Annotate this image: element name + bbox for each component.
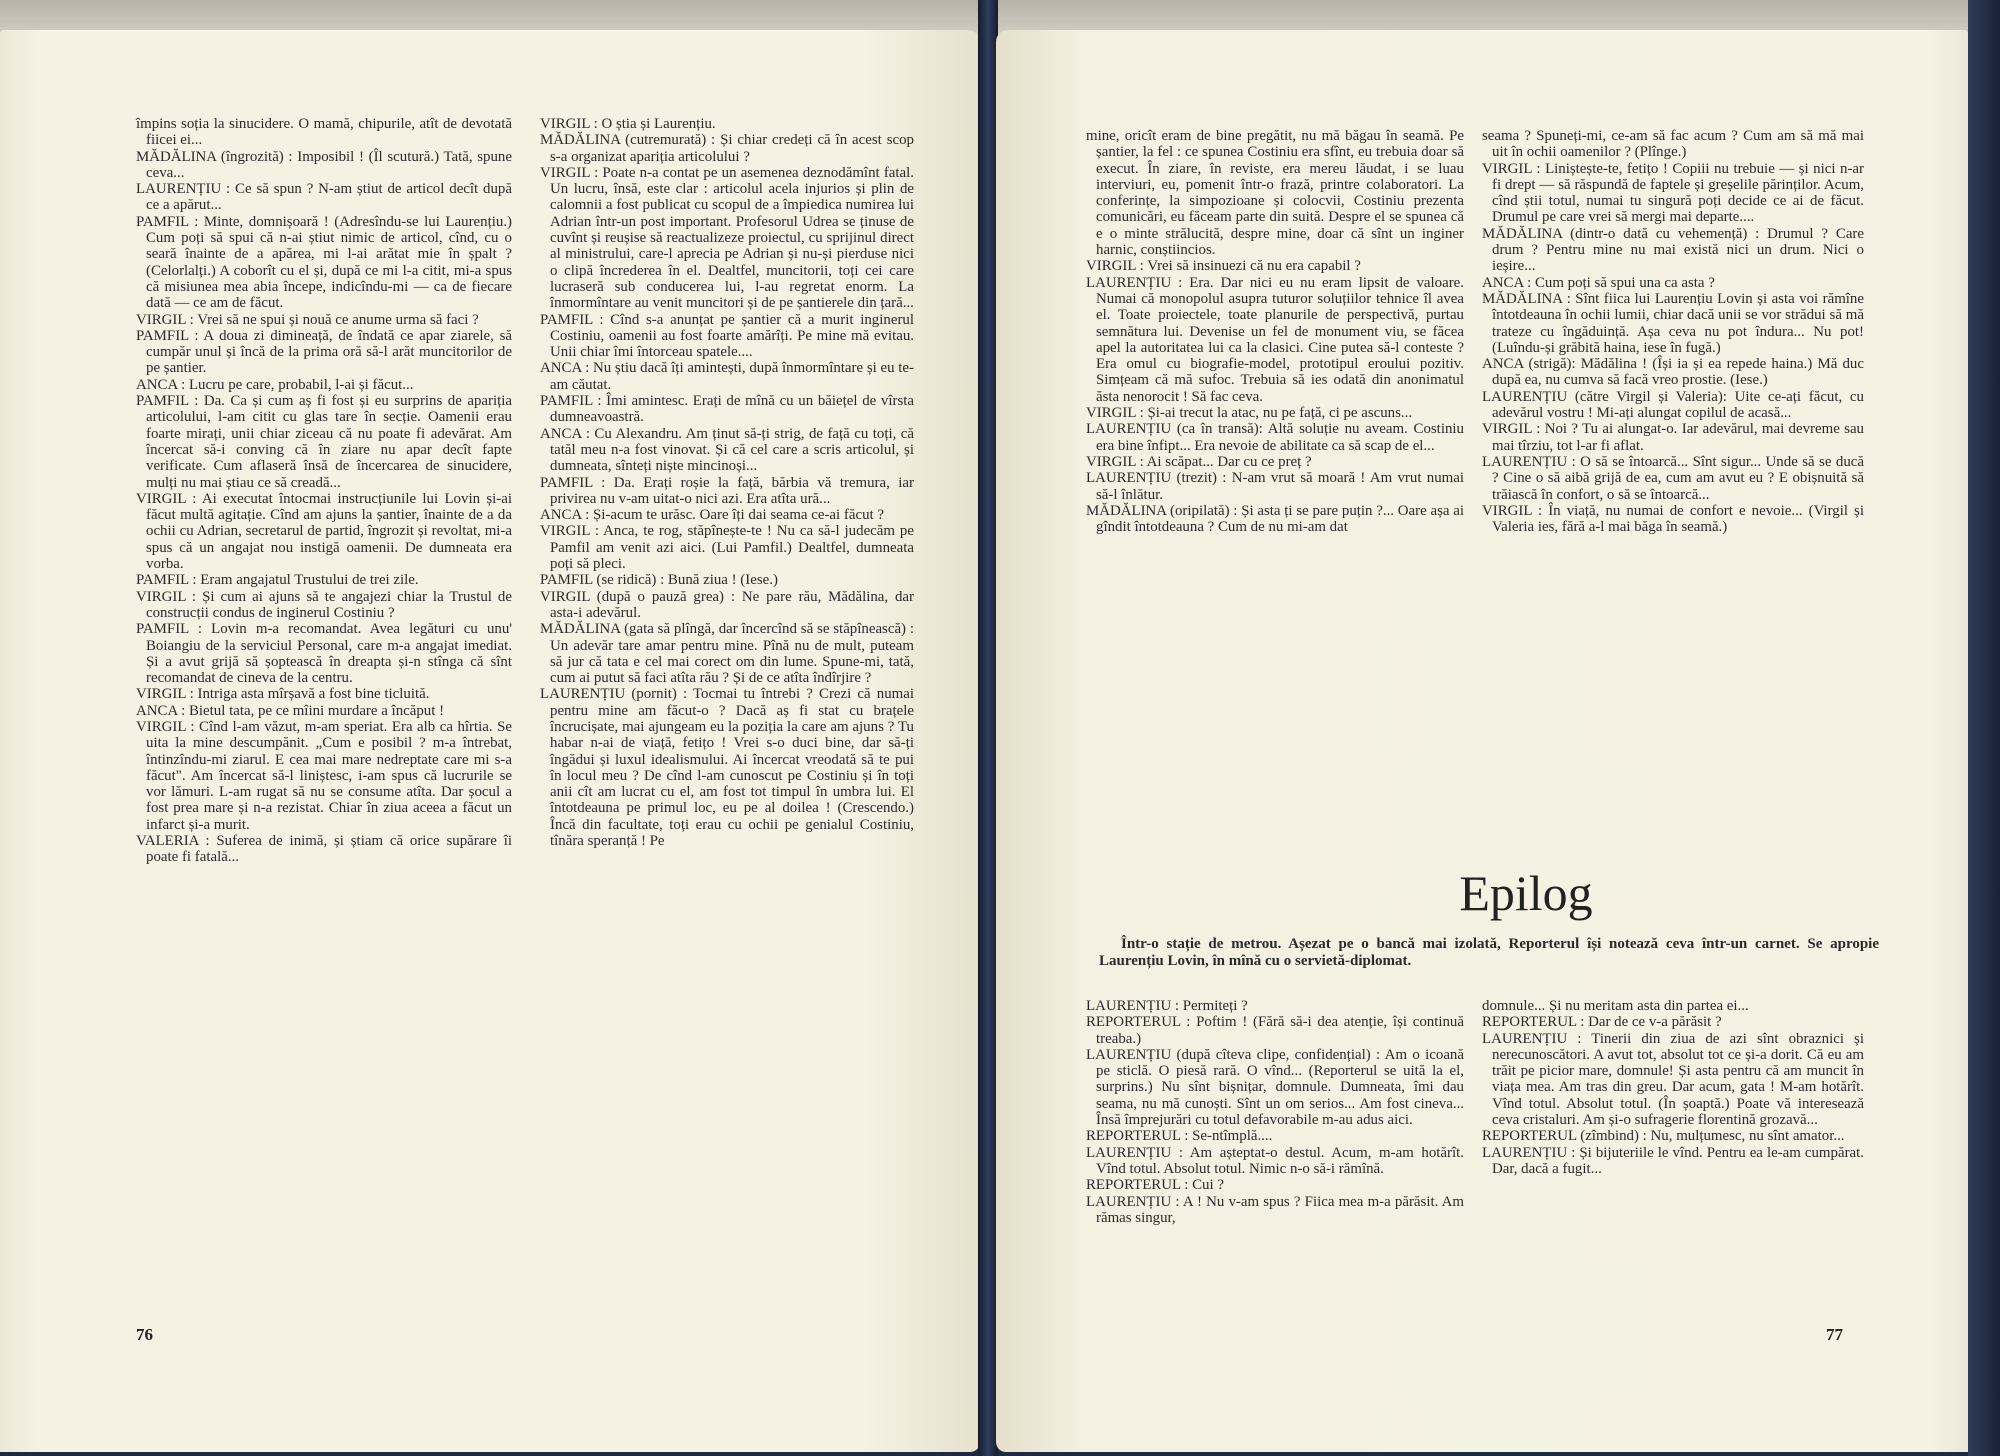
dialogue-paragraph: LAURENȚIU : Am așteptat-o destul. Acum, m-am hotărît. Vînd totul. Absolut totul. Nimic n-o să-i rămînă. (1086, 1144, 1464, 1177)
dialogue-paragraph: LAURENȚIU (după cîteva clipe, confidențial) : Am o icoană pe sticlă. O piesă rară. O vînd... (Reporterul se uită la el, surprins.) Nu sînt bișnițar, domnule. Dumneata, îmi dau seama, nu mă cunoști. Sînt un om serios... Am fost cineva... Însă împrejurări cu totul defavorabile m-au adus aici. (1086, 1046, 1464, 1129)
dialogue-paragraph: PAMFIL : Minte, domnișoară ! (Adresîndu-se lui Laurențiu.) Cum poți să spui că n-ai știut nimic de articol, cînd, cu o seară înainte de a apărea, mi l-ai arătat mie în șpalt ? (Celorlalți.) A coborît cu el și, după ce mi l-a citit, mi-a spus că misiunea mea abia începe, indicîndu-mi — ca de fiecare dată — ce am de făcut. (136, 213, 512, 312)
dialogue-paragraph: LAURENȚIU : Tinerii din ziua de azi sînt obraznici și nerecunoscători. A avut tot, absolut tot ce și-a dorit. Că eu am trăit pe picior mare, domnule! Și asta pentru că am muncit în viața mea. Am tras din greu. Dar acum, gata ! M-am hotărît. Vînd totul. Absolut totul. (În șoaptă.) Poate vă interesează ceva cristaluri. Am și-o sufragerie florentină grozavă... (1482, 1030, 1864, 1129)
dialogue-paragraph: REPORTERUL : Cui ? (1086, 1177, 1224, 1194)
left-page (0, 30, 980, 1452)
right-page-column-2 (1482, 128, 1864, 535)
dialogue-paragraph: ANCA (strigă): Mădălina ! (Își ia și ea repede haina.) Mă duc după ea, nu cumva să facă vreo prostie. (Iese.) (1482, 356, 1864, 389)
dialogue-paragraph: PAMFIL : Da. Ca și cum aș fi fost și eu surprins de apariția articolului, l-am citit cu glas tare în secție. Oamenii erau foarte mirați, unii chiar ziceau că nu poate fi adevărat. Am încercat să-i conving că în ziare nu apar decît fapte verificate. Cum aflaseră însă de încercarea de sinucidere, mulți nu mai știau ce să creadă... (136, 393, 512, 491)
page-number-left: 76 (136, 1325, 153, 1344)
dialogue-paragraph: VIRGIL : Și-ai trecut la atac, nu pe față, ci pe ascuns... (1086, 405, 1413, 422)
dialogue-paragraph: LAURENȚIU (pornit) : Tocmai tu întrebi ? Crezi că numai pentru mine am făcut-o ? Dacă aș fi stat cu brațele încrucișate, mai ajungeam eu la poziția la care am ajuns ? Tu habar n-ai de viață, fetițo ! Vrei s-o duci bine, dar să-ți îngădui și luxul idealismului. Ai încercat vreodată să te pui în locul meu ? De cînd l-am cunoscut pe Costiniu și în toți anii cît am lucrat cu el, am fost tot timpul în umbra lui. El întotdeauna pe primul loc, eu pe al doilea ! (Crescendo.) Încă din facultate, toți erau cu ochii pe genialul Costiniu, tînăra speranță ! Pe (540, 686, 914, 850)
dialogue-paragraph: VIRGIL : Ai executat întocmai instrucțiunile lui Lovin și-ai făcut multă agitație. Cînd am ajuns la șantier, înainte de a da ochii cu Adrian, secretarul de partid, îngrozit și revoltat, mi-a spus că un angajat nou instigă oamenii. De dumneata era vorba. (136, 490, 512, 573)
dialogue-paragraph: VIRGIL : Și cum ai ajuns să te angajezi chiar la Trustul de construcții condus de inginerul Costiniu ? (136, 588, 512, 621)
dialogue-paragraph: LAURENȚIU (trezit) : N-am vrut să moară ! Am vrut numai să-l înlătur. (1086, 470, 1464, 503)
dialogue-paragraph: ANCA : Cum poți să spui una ca asta ? (1482, 274, 1715, 291)
dialogue-paragraph: mine, oricît eram de bine pregătit, nu mă băgau în seamă. Pe șantier, la fel : ce spunea Costiniu era sfînt, eu trebuia doar să execut. În ziare, în reviste, era mereu lăudat, i se luau interviuri, eu, pomenit într-o frază, printre colaboratori. La conferințe, la simpozioane și colocvii, Costiniu prezenta comunicări, eu făceam parte din suită. Despre el se spunea că e o minte strălucită, despre mine, doar că sînt un inginer harnic, conștiincios. (1086, 128, 1464, 259)
page-number-right: 77 (1826, 1325, 1843, 1344)
dialogue-paragraph: REPORTERUL : Se-ntîmplă.... (1086, 1128, 1273, 1145)
epilog-heading: Epilog (1459, 865, 1593, 921)
dialogue-paragraph: MĂDĂLINA (îngrozită) : Imposibil ! (Îl scutură.) Tată, spune ceva... (136, 148, 512, 181)
dialogue-paragraph: VIRGIL : Anca, te rog, stăpînește-te ! Nu ca să-l judecăm pe Pamfil am venit azi aici. (Lui Pamfil.) Dealtfel, dumneata poți să pleci. (540, 523, 914, 573)
dialogue-paragraph: VIRGIL : Noi ? Tu ai alungat-o. Iar adevărul, mai devreme sau mai tîrziu, tot l-ar fi aflat. (1482, 421, 1864, 454)
right-page-column-3 (1086, 998, 1464, 1226)
dialogue-paragraph: VIRGIL : Vrei să ne spui și nouă ce anume urma să faci ? (136, 311, 479, 328)
dialogue-paragraph: REPORTERUL : Dar de ce v-a părăsit ? (1482, 1014, 1722, 1031)
dialogue-paragraph: VIRGIL : În viață, nu numai de confort e nevoie... (Virgil și Valeria ies, fără a-l mai băga în seamă.) (1482, 502, 1864, 536)
dialogue-paragraph: PAMFIL : A doua zi dimineață, de îndată ce apar ziarele, să cumpăr unul și încă de la prima oră să-l arăt muncitorilor de pe șantier. (136, 327, 512, 377)
dialogue-paragraph: ANCA : Cu Alexandru. Am ținut să-ți strig, de față cu toți, că tatăl meu n-a fost vinovat. Și că cel care a scris articolul, și dumneata, sînteți niște mincinoși... (540, 425, 914, 475)
dialogue-paragraph: MĂDĂLINA (dintr-o dată cu vehemență) : Drumul ? Care drum ? Pentru mine nu mai există nici un drum. Nici o ieșire... (1482, 225, 1864, 275)
dialogue-paragraph: MĂDĂLINA (oripilată) : Și asta ți se pare puțin ?... Oare așa ai gîndit întotdeauna ? Cum de nu mi-am dat (1086, 502, 1464, 536)
left-page-column-2 (540, 116, 914, 849)
book-spine (978, 0, 998, 1456)
right-page-column-4 (1482, 998, 1864, 1177)
dialogue-paragraph: VIRGIL : Cînd l-am văzut, m-am speriat. Era alb ca hîrtia. Se uita la mine descumpănit. „Cum e posibil ? m-a întrebat, întinzîndu-mi ziarul. E cea mai mare nedreptate care mi s-a făcut". Am încercat să-l liniștesc, i-am spus că lucrurile se vor lămuri. L-am rugat să nu se consume atîta. Dar șocul a fost prea mare și n-a rezistat. Chiar în ziua aceea a făcut un infarct și-a murit. (136, 718, 512, 833)
dialogue-paragraph: MĂDĂLINA (gata să plîngă, dar încercînd să se stăpînească) : Un adevăr tare amar pentru mine. Pînă nu de mult, puteam să jur că tata e cel mai corect om din lume. Spune-mi, tată, cum ai putut să faci atîta rău ? Și de ce atîta îndîrjire ? (540, 621, 914, 687)
dialogue-paragraph: LAURENȚIU : Ce să spun ? N-am știut de articol decît după ce a apărut... (136, 181, 512, 214)
dialogue-paragraph: VIRGIL : Liniștește-te, fetițo ! Copiii nu trebuie — și nici n-ar fi drept — să răspundă de faptele și greșelile părinților. Acum, cînd știi totul, numai tu singură poți decide ce ai de făcut. Drumul pe care vrei să mergi mai departe.... (1482, 160, 1864, 226)
dialogue-paragraph: LAURENȚIU (ca în transă): Altă soluție nu aveam. Costiniu era bine înfipt... Era nevoie de abilitate ca să scap de el... (1086, 421, 1464, 454)
dialogue-paragraph: ANCA : Nu știu dacă îți amintești, după înmormîntare și eu te-am căutat. (540, 360, 914, 393)
dialogue-paragraph: MĂDĂLINA : Sînt fiica lui Laurențiu Lovin și asta voi rămîne întotdeauna în ochii lumii, chiar dacă unii se vor strădui să mă trateze cu îngăduință. Așa ceva nu pot îndura... Nu pot! (Luîndu-și grăbită haina, iese în fugă.) (1482, 290, 1864, 356)
dialogue-paragraph: seama ? Spuneți-mi, ce-am să fac acum ? Cum am să mă mai uit în ochii oamenilor ? (Plînge.) (1482, 128, 1864, 161)
dialogue-paragraph: VIRGIL : O știa și Laurențiu. (540, 116, 716, 132)
dialogue-paragraph: LAURENȚIU : A ! Nu v-am spus ? Fiica mea m-a părăsit. Am rămas singur, (1086, 1193, 1464, 1226)
epilog-stage-direction: Într-o stație de metrou. Așezat pe o bancă mai izolată, Reporterul își notează ceva într-un carnet. Se apropie Laurențiu Lovin, în mînă cu o servietă-diplomat. (1099, 936, 1879, 969)
dialogue-paragraph: VIRGIL : Vrei să insinuezi că nu era capabil ? (1086, 258, 1361, 275)
dialogue-paragraph: VIRGIL : Intriga asta mîrșavă a fost bine ticluită. (136, 686, 430, 703)
dialogue-paragraph: REPORTERUL : Poftim ! (Fără să-i dea atenție, își continuă treaba.) (1086, 1014, 1464, 1047)
dialogue-paragraph: PAMFIL : Cînd s-a anunțat pe șantier că a murit inginerul Costiniu, oamenii au fost foarte amărîți. Pe mine mă evitau. Unii chiar îmi întorceau spatele.... (540, 311, 914, 361)
dialogue-paragraph: LAURENȚIU : Era. Dar nici eu nu eram lipsit de valoare. Numai că monopolul asupra tuturor soluțiilor tehnice îl avea el. Toate proiectele, toate planurile de perspectivă, purtau semnătura lui. Devenise un fel de monument viu, se făcea apel la autoritatea lui ca la clasici. Cine putea să-l conteste ? Era omul cu biografie-model, prototipul eroului pozitiv. Simțeam că mă sufoc. Trebuia să ies odată din anonimatul ăsta nenorocit ! Să fac ceva. (1086, 274, 1464, 405)
dialogue-paragraph: PAMFIL : Lovin m-a recomandat. Avea legături cu unu' Boiangiu de la serviciul Personal, care m-a angajat imediat. Și a avut grijă să șoptească în dreapta și-n stînga că sînt recomandat de cineva de la centru. (136, 621, 512, 687)
dialogue-paragraph: VIRGIL : Poate n-a contat pe un asemenea deznodămînt fatal. Un lucru, însă, este clar : articolul acela injurios și plin de calomnii a fost publicat cu scopul de a împiedica numirea lui Adrian într-un post important. Profesorul Udrea se ținuse de cuvînt și reușise să reactualizeze proiectul, cu sprijinul direct al ministrului, care-l aprecia pe Adrian și nu-și pierduse nici o clipă încrederea în el. Dealtfel, muncitorii, toți cei care lucraseră sub conducerea lui, l-au regretat enorm. La înmormîntare au venit muncitori și de pe șantierele din țară... (540, 164, 914, 312)
dialogue-paragraph: domnule... Și nu meritam asta din partea ei... (1482, 998, 1749, 1014)
dialogue-paragraph: LAURENȚIU : Permiteți ? (1086, 998, 1248, 1014)
dialogue-paragraph: împins soția la sinucidere. O mamă, chipurile, atît de devotată fiicei ei... (136, 116, 512, 149)
right-page (996, 30, 1968, 1452)
dialogue-paragraph: PAMFIL : Da. Erați roșie la față, bărbia vă tremura, iar privirea nu v-am uitat-o nici azi. Era atîta ură... (540, 474, 914, 507)
dialogue-paragraph: MĂDĂLINA (cutremurată) : Și chiar credeți că în acest scop s-a organizat apariția articolului ? (540, 132, 914, 165)
dialogue-paragraph: LAURENȚIU (către Virgil și Valeria): Uite ce-ați făcut, cu adevărul vostru ! Mi-ați alungat copilul de acasă... (1482, 388, 1864, 422)
dialogue-paragraph: ANCA : Bietul tata, pe ce mîini murdare a încăput ! (136, 702, 445, 719)
right-page-column-1 (1086, 128, 1464, 535)
dialogue-paragraph: REPORTERUL (zîmbind) : Nu, mulțumesc, nu sînt amator... (1482, 1128, 1845, 1145)
dialogue-paragraph: PAMFIL : Eram angajatul Trustului de trei zile. (136, 572, 419, 589)
left-page-column-1 (136, 116, 512, 866)
dialogue-paragraph: LAURENȚIU : Și bijuteriile le vînd. Pentru ea le-am cumpărat. Dar, dacă a fugit... (1482, 1144, 1864, 1177)
dialogue-paragraph: ANCA : Lucru pe care, probabil, l-ai și făcut... (136, 376, 414, 393)
dialogue-paragraph: PAMFIL : Îmi amintesc. Erați de mînă cu un băiețel de vîrsta dumneavoastră. (540, 393, 914, 426)
dialogue-paragraph: LAURENȚIU : O să se întoarcă... Sînt sigur... Unde să se ducă ? Cine o să aibă grijă de ea, cum am avut eu ? E obișnuită să trăiască în confort, o să se întoarcă... (1482, 453, 1864, 503)
dialogue-paragraph: ANCA : Și-acum te urăsc. Oare îți dai seama ce-ai făcut ? (540, 507, 884, 524)
dialogue-paragraph: VIRGIL : Ai scăpat... Dar cu ce preț ? (1086, 453, 1312, 470)
dialogue-paragraph: VALERIA : Suferea de inimă, și știam că orice supărare îi poate fi fatală... (136, 833, 512, 866)
dialogue-paragraph: PAMFIL (se ridică) : Bună ziua ! (Iese.) (540, 572, 778, 589)
book-cover-right-edge (1968, 0, 2000, 1456)
dialogue-paragraph: VIRGIL (după o pauză grea) : Ne pare rău, Mădălina, dar asta-i adevărul. (540, 588, 914, 621)
